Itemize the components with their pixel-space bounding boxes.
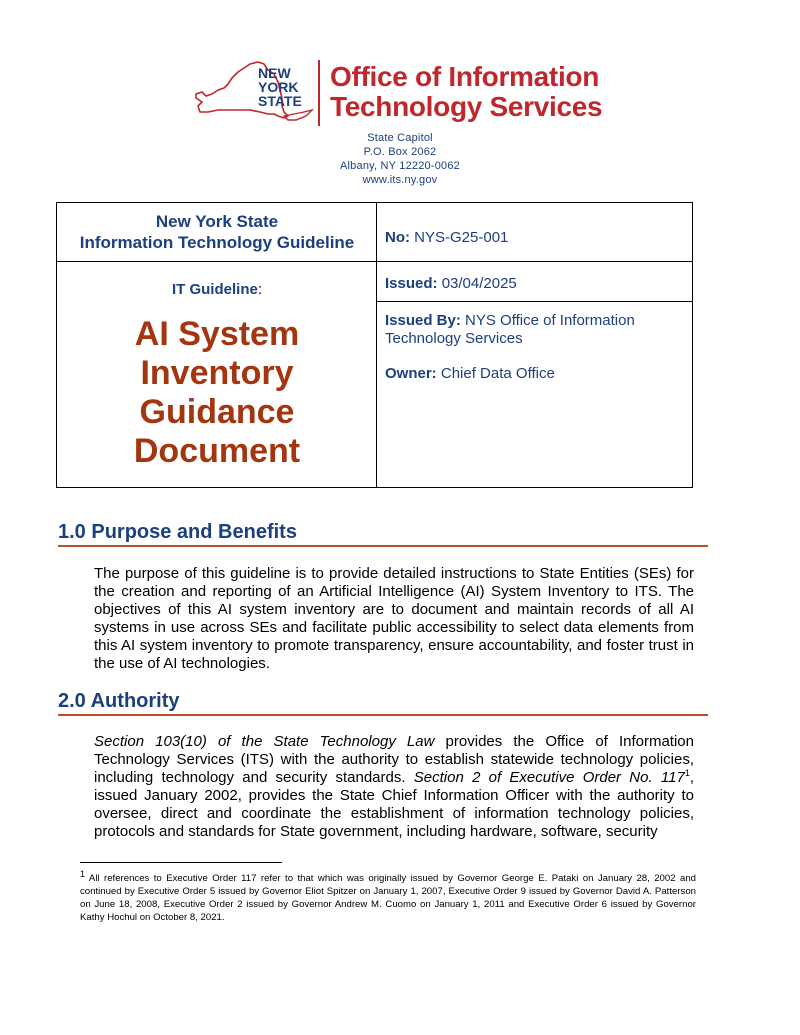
logo-divider (318, 60, 320, 126)
owner: Owner: Chief Data Office (385, 365, 555, 382)
logo-org-name: Office of Information Technology Services (330, 61, 603, 122)
authority-paragraph: Section 103(10) of the State Technology Law provides the Office of Information Technology Services (ITS) with the authority to establish statewide technology policies, including technology and security standards. Section 2 of Executive Order No. $117^1$, issued January 2002, provides the State Chief Information Officer with the authority to oversee, direct and coordinate the establishment of information technology policies, protocols and standards for State government, including hardware, software, security (94, 733, 694, 840)
issued-by: Issued By: NYS Office of Information Technology Services (385, 312, 635, 347)
it-guideline-label: IT Guideline: (171, 281, 262, 298)
document-number: No: NYS-G25-001 (385, 229, 509, 246)
nys-its-logo (188, 54, 608, 134)
purpose-paragraph: The purpose of this guideline is to provide detailed instructions to State Entities (SEs) for the creation and reporting of an Artificial Intelligence (AI) System Inventory to ITS. The objectives of this AI system inventory are to document and maintain records of all AI systems in use across SEs and facilitate public accessibility to select data elements from this AI system inventory to promote transparency, ensure accountability, and foster trust in the use of AI technologies. (94, 565, 694, 672)
guideline-series-title: New York State Information Technology Guideline (79, 212, 355, 252)
section-rule (58, 545, 708, 547)
footnote: $^1$ All references to Executive Order 117 refer to that which was originally issued by Governor George E. Pataki on January 28, 2002 and continued by Executive Order 5 issued by Governor Eliot Spitzer on January 1, 2007, Executive Order 9 issued by Governor David A. Patterson on June 18, 2008, Executive Order 2 issued by Governor Andrew M. Cuomo on January 1, 2011 and Executive Order 6 issued by Governor Kathy Hochul on October 8, 2021. (80, 868, 696, 923)
issued-date: Issued: 03/04/2025 (385, 275, 517, 292)
address-line: State Capitol (367, 132, 433, 144)
section-heading-purpose: 1.0 Purpose and Benefits (58, 521, 297, 543)
section-heading-authority: 2.0 Authority (58, 690, 180, 712)
address-line: Albany, NY 12220-0062 (340, 160, 460, 172)
footnote-separator (80, 862, 282, 863)
table-divider (57, 261, 692, 262)
table-divider (377, 301, 692, 302)
document-title: AI System Inventory Guidance Document (133, 315, 301, 470)
footnote-marker: 1 (80, 868, 86, 879)
logo-state-wordmark: NEW YORK STATE (258, 65, 302, 109)
website-link[interactable]: www.its.ny.gov (362, 174, 438, 186)
footnote-reference[interactable]: 1 (684, 768, 690, 778)
address-line: P.O. Box 2062 (363, 146, 437, 158)
guideline-header-table (56, 202, 693, 488)
office-address (0, 131, 800, 187)
section-rule (58, 714, 708, 716)
